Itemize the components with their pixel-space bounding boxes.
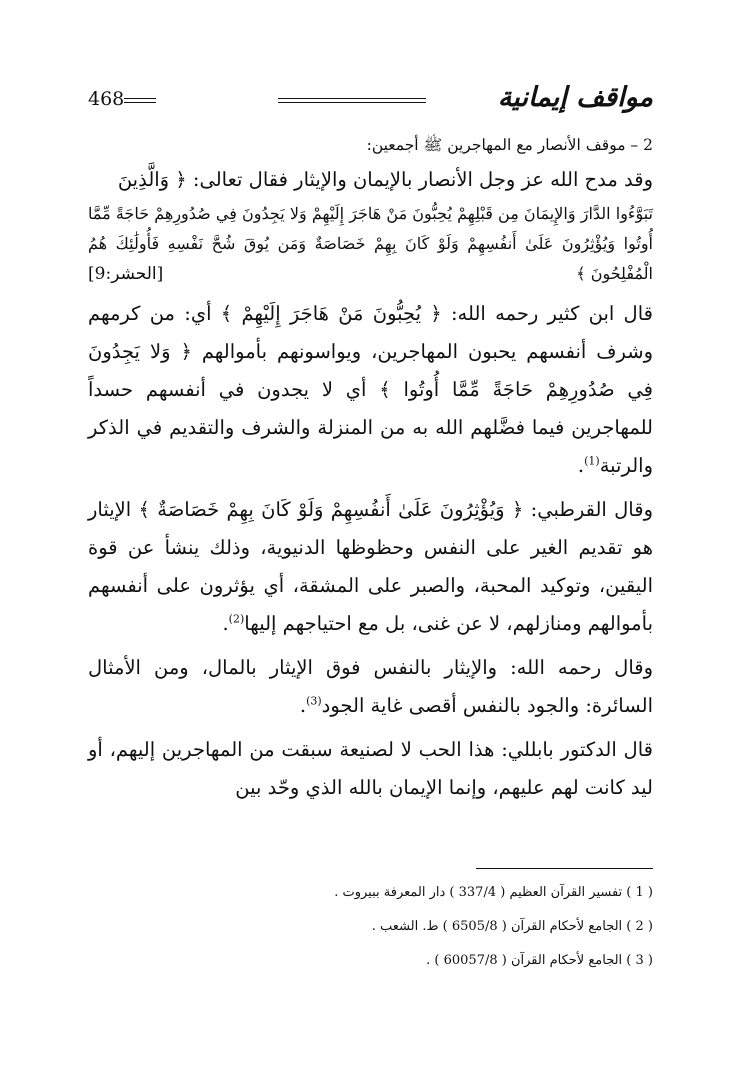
footnote-marker: (2) [228, 612, 245, 626]
section-heading: 2 – موقف الأنصار مع المهاجرين ﷺ أجمعين: [366, 136, 653, 154]
footnote-separator [476, 868, 653, 869]
page-header [88, 80, 653, 120]
quran-verse: تَبَوَّءُوا الدَّارَ وَالإِيمَانَ مِن قَبْلِهِمْ يُحِبُّونَ مَنْ هَاجَرَ إِلَيْهِمْ وَلا يَجِدُونَ فِي صُدُورِهِمْ حَاجَةً مِّمَّا أُوتُوا وَيُؤْثِرُونَ عَلَىٰ أَنفُسِهِمْ وَلَوْ كَانَ بِهِمْ خَصَاصَةٌ وَمَن يُوقَ شُحَّ نَفْسِهِ فَأُولَٰئِكَ هُمُ الْمُفْلِحُونَ ﴾ [88, 204, 653, 283]
page-number: 468 [88, 88, 125, 110]
paragraph: وقال رحمه الله: والإيثار بالنفس فوق الإيثار بالمال، ومن الأمثال السائرة: والجود بالنفس أقصى غاية الجود$^{(3)}$. [88, 656, 653, 717]
verse-reference: [الحشر:9] [88, 264, 164, 284]
footnotes [102, 876, 653, 978]
body-text [88, 133, 653, 807]
paragraph: قال ابن كثير رحمه الله: ﴿ يُحِبُّونَ مَنْ هَاجَرَ إِلَيْهِمْ ﴾ أي: من كرمهم وشرف أنفسهم يحبون المهاجرين، ويواسونهم بأموالهم ﴿ وَلا يَجِدُونَ فِي صُدُورِهِمْ حَاجَةً مِّمَّا أُوتُوا ﴾ أي لا يجدون في أنفسهم حسداً للمهاجرين فيما فضَّلهم الله به من المنزلة والشرف والتقديم في الذكر والرتبة$^{(1)}$. [88, 302, 653, 477]
paragraph: وقد مدح الله عز وجل الأنصار بالإيمان والإيثار فقال تعالى: ﴿ وَالَّذِينَ [117, 168, 653, 191]
header-rule [278, 98, 426, 103]
paragraph: قال الدكتور بابللي: هذا الحب لا لصنيعة سبقت من المهاجرين إليهم، أو ليد كانت لهم عليهم، وإنما الإيمان بالله الذي وحّد بين [88, 738, 653, 799]
running-title: مواقف إيمانية [497, 82, 653, 113]
footnote-marker: (3) [306, 694, 322, 708]
footnote: ( 3 ) الجامع لأحكام القرآن ( 60057/8 ) . [426, 953, 653, 968]
paragraph: وقال القرطبي: ﴿ وَيُؤْثِرُونَ عَلَىٰ أَنفُسِهِمْ وَلَوْ كَانَ بِهِمْ خَصَاصَةٌ ﴾ الإيثار هو تقديم الغير على النفس وحظوظها الدنيوية، وذلك ينشأ عن قوة اليقين، وتوكيد المحبة، والصبر على المشقة، أي يؤثرون على أنفسهم بأموالهم ومنازلهم، لا عن غنى، بل مع احتياجهم إليها$^{(2)}$. [88, 498, 653, 635]
footnote-marker: (1) [584, 454, 600, 468]
footnote: ( 2 ) الجامع لأحكام القرآن ( 6505/8 ) ط. الشعب . [371, 919, 653, 934]
header-rule [124, 98, 156, 103]
footnote: ( 1 ) تفسير القرآن العظيم ( 337/4 ) دار المعرفة ببيروت . [334, 885, 653, 900]
